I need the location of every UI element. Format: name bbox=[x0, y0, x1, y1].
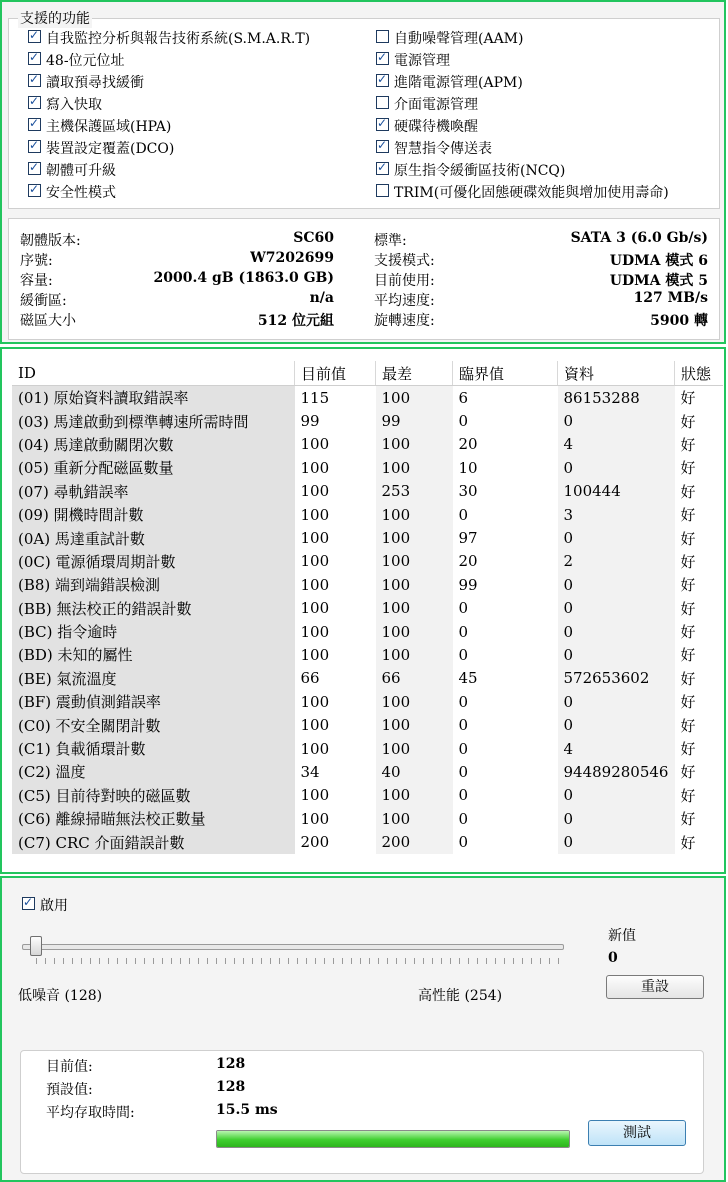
attr-data: 0 bbox=[558, 643, 675, 666]
attr-data: 0 bbox=[558, 620, 675, 643]
features-title: 支援的功能 bbox=[18, 8, 92, 28]
attr-status: 好 bbox=[680, 599, 696, 618]
enable-label: 啟用 bbox=[40, 898, 68, 914]
attr-worst: 40 bbox=[376, 760, 453, 783]
info-key: 磁區大小 bbox=[20, 313, 76, 329]
aam-panel bbox=[0, 876, 726, 1182]
feature-checkbox[interactable] bbox=[28, 162, 41, 175]
test-progress-bar bbox=[216, 1130, 570, 1148]
feature-checkbox[interactable] bbox=[376, 74, 389, 87]
attr-name: (BD) 未知的屬性 bbox=[12, 643, 295, 666]
attr-name: (C7) CRC 介面錯誤計數 bbox=[12, 830, 295, 853]
col-header-threshold[interactable]: 臨界值 bbox=[453, 361, 558, 386]
attr-status: 好 bbox=[680, 576, 696, 595]
attr-threshold: 0 bbox=[458, 833, 469, 852]
attr-threshold: 0 bbox=[458, 599, 469, 618]
smart-row[interactable] bbox=[12, 830, 723, 853]
attr-worst: 253 bbox=[376, 480, 453, 503]
attr-data: 100444 bbox=[558, 480, 675, 503]
attr-data: 0 bbox=[558, 573, 675, 596]
smart-row[interactable] bbox=[12, 690, 723, 713]
attr-name: (04) 馬達啟動關閉次數 bbox=[12, 433, 295, 456]
feature-label: 讀取預尋找緩衝 bbox=[46, 75, 144, 91]
attr-data: 0 bbox=[558, 409, 675, 432]
attr-data: 2 bbox=[558, 550, 675, 573]
attr-status: 好 bbox=[680, 740, 696, 759]
info-key: 旋轉速度: bbox=[374, 313, 435, 329]
attr-data: 4 bbox=[558, 737, 675, 760]
attr-name: (01) 原始資料讀取錯誤率 bbox=[12, 386, 295, 410]
attr-worst: 100 bbox=[376, 620, 453, 643]
attr-name: (C0) 不安全關閉計數 bbox=[12, 713, 295, 736]
test-progress-fill bbox=[217, 1131, 569, 1147]
enable-checkbox[interactable] bbox=[22, 897, 35, 910]
attr-worst: 100 bbox=[376, 784, 453, 807]
info-key: 容量: bbox=[20, 273, 53, 289]
feature-checkbox[interactable] bbox=[376, 162, 389, 175]
attr-status: 好 bbox=[680, 389, 696, 408]
slider-ticks bbox=[36, 958, 562, 964]
attr-current: 200 bbox=[300, 833, 330, 852]
attr-status: 好 bbox=[680, 552, 696, 571]
col-header-status[interactable]: 狀態 bbox=[675, 361, 724, 386]
attr-name: (0C) 電源循環周期計數 bbox=[12, 550, 295, 573]
info-value: 127 MB/s bbox=[633, 290, 708, 306]
attr-data: 94489280546 bbox=[558, 760, 675, 783]
attr-status: 好 bbox=[680, 810, 696, 829]
col-header-id[interactable]: ID bbox=[12, 361, 295, 386]
feature-label: 韌體可升級 bbox=[46, 163, 116, 179]
attr-current: 100 bbox=[300, 599, 330, 618]
slider-thumb[interactable] bbox=[30, 936, 42, 956]
smart-row[interactable] bbox=[12, 784, 723, 807]
info-value: SATA 3 (6.0 Gb/s) bbox=[570, 230, 708, 246]
attr-current: 115 bbox=[300, 388, 330, 407]
info-key: 標準: bbox=[374, 233, 407, 249]
attr-threshold: 0 bbox=[458, 692, 469, 711]
attr-threshold: 97 bbox=[458, 529, 478, 548]
attr-name: (BB) 無法校正的錯誤計數 bbox=[12, 597, 295, 620]
smart-row[interactable] bbox=[12, 433, 723, 456]
feature-label: 自動噪聲管理(AAM) bbox=[394, 31, 524, 47]
attr-name: (C5) 目前待對映的磁區數 bbox=[12, 784, 295, 807]
feature-checkbox[interactable] bbox=[376, 140, 389, 153]
attr-current: 100 bbox=[300, 809, 330, 828]
smart-row[interactable] bbox=[12, 550, 723, 573]
attr-worst: 100 bbox=[376, 807, 453, 830]
attr-status: 好 bbox=[680, 435, 696, 454]
feature-checkbox[interactable] bbox=[28, 96, 41, 109]
default-value-label: 預設值: bbox=[46, 1082, 93, 1098]
smart-row[interactable] bbox=[12, 597, 723, 620]
new-value: 0 bbox=[608, 950, 618, 966]
info-value: 2000.4 gB (1863.0 GB) bbox=[153, 270, 334, 286]
attr-threshold: 10 bbox=[458, 458, 478, 477]
default-value: 128 bbox=[216, 1079, 246, 1095]
attr-current: 99 bbox=[300, 412, 320, 431]
info-key: 平均速度: bbox=[374, 293, 435, 309]
attr-name: (BC) 指令逾時 bbox=[12, 620, 295, 643]
smart-row[interactable] bbox=[12, 573, 723, 596]
smart-row[interactable] bbox=[12, 409, 723, 432]
slider-track bbox=[22, 944, 564, 950]
aam-slider[interactable] bbox=[18, 932, 570, 972]
attr-current: 100 bbox=[300, 529, 330, 548]
smart-row[interactable] bbox=[12, 737, 723, 760]
attr-data: 4 bbox=[558, 433, 675, 456]
attr-worst: 100 bbox=[376, 737, 453, 760]
feature-checkbox[interactable] bbox=[376, 30, 389, 43]
attr-threshold: 0 bbox=[458, 645, 469, 664]
attr-worst: 100 bbox=[376, 597, 453, 620]
attr-status: 好 bbox=[680, 669, 696, 688]
attr-threshold: 0 bbox=[458, 809, 469, 828]
feature-checkbox[interactable] bbox=[28, 52, 41, 65]
col-header-current[interactable]: 目前值 bbox=[295, 361, 376, 386]
features-panel bbox=[0, 0, 726, 344]
attr-worst: 100 bbox=[376, 690, 453, 713]
info-value: 512 位元組 bbox=[257, 313, 334, 329]
low-noise-label: 低噪音 (128) bbox=[18, 988, 103, 1004]
smart-row[interactable] bbox=[12, 760, 723, 783]
attr-threshold: 30 bbox=[458, 482, 478, 501]
feature-label: 原生指令緩衝區技術(NCQ) bbox=[394, 163, 566, 179]
attr-status: 好 bbox=[680, 623, 696, 642]
feature-checkbox[interactable] bbox=[28, 118, 41, 131]
new-value-label: 新值 bbox=[608, 928, 636, 944]
feature-label: 主機保護區域(HPA) bbox=[46, 119, 172, 135]
col-header-data[interactable]: 資料 bbox=[558, 361, 675, 386]
feature-label: 硬碟待機喚醒 bbox=[394, 119, 478, 135]
attr-current: 100 bbox=[300, 435, 330, 454]
attr-current: 100 bbox=[300, 575, 330, 594]
attr-data: 0 bbox=[558, 830, 675, 853]
attr-threshold: 20 bbox=[458, 552, 478, 571]
feature-label: 智慧指令傳送表 bbox=[394, 141, 492, 157]
attr-threshold: 0 bbox=[458, 505, 469, 524]
attr-name: (BE) 氣流溫度 bbox=[12, 667, 295, 690]
smart-row[interactable] bbox=[12, 620, 723, 643]
smart-row[interactable] bbox=[12, 643, 723, 666]
info-key: 韌體版本: bbox=[20, 233, 81, 249]
attr-threshold: 0 bbox=[458, 786, 469, 805]
attr-worst: 100 bbox=[376, 550, 453, 573]
attr-current: 100 bbox=[300, 552, 330, 571]
attr-worst: 99 bbox=[376, 409, 453, 432]
feature-label: 寫入快取 bbox=[46, 97, 102, 113]
attr-threshold: 0 bbox=[458, 412, 469, 431]
attr-current: 100 bbox=[300, 505, 330, 524]
info-key: 序號: bbox=[20, 253, 53, 269]
info-value: UDMA 模式 5 bbox=[609, 273, 708, 289]
attr-current: 100 bbox=[300, 786, 330, 805]
attr-name: (C2) 溫度 bbox=[12, 760, 295, 783]
attr-threshold: 0 bbox=[458, 762, 469, 781]
info-key: 目前使用: bbox=[374, 273, 435, 289]
attr-name: (B8) 端到端錯誤檢測 bbox=[12, 573, 295, 596]
smart-row[interactable] bbox=[12, 713, 723, 736]
attr-worst: 100 bbox=[376, 713, 453, 736]
attr-data: 0 bbox=[558, 690, 675, 713]
attr-threshold: 45 bbox=[458, 669, 478, 688]
feature-label: 介面電源管理 bbox=[394, 97, 478, 113]
attr-threshold: 0 bbox=[458, 739, 469, 758]
attr-status: 好 bbox=[680, 716, 696, 735]
feature-checkbox[interactable] bbox=[28, 30, 41, 43]
smart-header-row bbox=[12, 361, 723, 386]
attr-current: 100 bbox=[300, 622, 330, 641]
feature-checkbox[interactable] bbox=[28, 74, 41, 87]
attr-status: 好 bbox=[680, 646, 696, 665]
attr-name: (0A) 馬達重試計數 bbox=[12, 526, 295, 549]
smart-row[interactable] bbox=[12, 503, 723, 526]
feature-checkbox[interactable] bbox=[376, 96, 389, 109]
attr-worst: 100 bbox=[376, 643, 453, 666]
attr-status: 好 bbox=[680, 529, 696, 548]
attr-status: 好 bbox=[680, 693, 696, 712]
smart-table bbox=[12, 361, 723, 854]
attr-name: (07) 尋軌錯誤率 bbox=[12, 480, 295, 503]
info-value: SC60 bbox=[293, 230, 334, 246]
feature-checkbox[interactable] bbox=[28, 140, 41, 153]
attr-threshold: 99 bbox=[458, 575, 478, 594]
attr-data: 572653602 bbox=[558, 667, 675, 690]
feature-checkbox[interactable] bbox=[376, 184, 389, 197]
feature-label: 自我監控分析與報告技術系統(S.M.A.R.T) bbox=[46, 31, 311, 47]
smart-row[interactable] bbox=[12, 456, 723, 479]
info-value: 5900 轉 bbox=[650, 313, 708, 329]
feature-checkbox[interactable] bbox=[376, 118, 389, 131]
attr-threshold: 0 bbox=[458, 622, 469, 641]
smart-row[interactable] bbox=[12, 807, 723, 830]
attr-worst: 100 bbox=[376, 526, 453, 549]
attr-worst: 100 bbox=[376, 433, 453, 456]
reset-button[interactable]: 重設 bbox=[606, 975, 704, 999]
high-performance-label: 高性能 (254) bbox=[418, 988, 503, 1004]
attr-name: (03) 馬達啟動到標準轉速所需時間 bbox=[12, 409, 295, 432]
smart-row[interactable] bbox=[12, 480, 723, 503]
attr-data: 86153288 bbox=[558, 386, 675, 410]
info-key: 緩衝區: bbox=[20, 293, 67, 309]
info-value: W7202699 bbox=[250, 250, 334, 266]
attr-status: 好 bbox=[680, 833, 696, 852]
attr-current: 66 bbox=[300, 669, 320, 688]
attr-current: 34 bbox=[300, 762, 320, 781]
attr-threshold: 6 bbox=[458, 388, 469, 407]
col-header-worst[interactable]: 最差 bbox=[376, 361, 453, 386]
attr-name: (05) 重新分配磁區數量 bbox=[12, 456, 295, 479]
feature-checkbox[interactable] bbox=[376, 52, 389, 65]
attr-current: 100 bbox=[300, 692, 330, 711]
attr-threshold: 20 bbox=[458, 435, 478, 454]
access-time-value: 15.5 ms bbox=[216, 1102, 278, 1118]
info-value: UDMA 模式 6 bbox=[609, 253, 708, 269]
attr-current: 100 bbox=[300, 739, 330, 758]
feature-label: 安全性模式 bbox=[46, 185, 116, 201]
attr-current: 100 bbox=[300, 458, 330, 477]
attr-data: 0 bbox=[558, 526, 675, 549]
smart-row[interactable] bbox=[12, 667, 723, 690]
attr-worst: 100 bbox=[376, 573, 453, 596]
attr-status: 好 bbox=[680, 482, 696, 501]
smart-row[interactable] bbox=[12, 386, 723, 410]
attr-status: 好 bbox=[680, 506, 696, 525]
attr-status: 好 bbox=[680, 459, 696, 478]
attr-data: 3 bbox=[558, 503, 675, 526]
current-value-label: 目前值: bbox=[46, 1059, 93, 1075]
attr-name: (BF) 震動偵測錯誤率 bbox=[12, 690, 295, 713]
attr-data: 0 bbox=[558, 807, 675, 830]
attr-status: 好 bbox=[680, 412, 696, 431]
info-key: 支援模式: bbox=[374, 253, 435, 269]
info-value: n/a bbox=[309, 290, 334, 306]
smart-row[interactable] bbox=[12, 526, 723, 549]
feature-label: 48-位元位址 bbox=[46, 53, 125, 69]
attr-status: 好 bbox=[680, 763, 696, 782]
attr-data: 0 bbox=[558, 597, 675, 620]
test-button[interactable]: 測試 bbox=[588, 1120, 686, 1146]
attr-current: 100 bbox=[300, 645, 330, 664]
attr-worst: 100 bbox=[376, 503, 453, 526]
attr-worst: 100 bbox=[376, 386, 453, 410]
attr-status: 好 bbox=[680, 786, 696, 805]
attr-current: 100 bbox=[300, 716, 330, 735]
attr-worst: 100 bbox=[376, 456, 453, 479]
attr-data: 0 bbox=[558, 456, 675, 479]
attr-current: 100 bbox=[300, 482, 330, 501]
feature-checkbox[interactable] bbox=[28, 184, 41, 197]
attr-name: (C6) 離線掃瞄無法校正數量 bbox=[12, 807, 295, 830]
feature-label: 電源管理 bbox=[394, 53, 450, 69]
attr-name: (C1) 負載循環計數 bbox=[12, 737, 295, 760]
current-value: 128 bbox=[216, 1056, 246, 1072]
attr-threshold: 0 bbox=[458, 716, 469, 735]
attr-data: 0 bbox=[558, 713, 675, 736]
feature-label: TRIM(可優化固態硬碟效能與增加使用壽命) bbox=[394, 185, 669, 201]
attr-worst: 66 bbox=[376, 667, 453, 690]
access-time-label: 平均存取時間: bbox=[46, 1105, 135, 1121]
attr-name: (09) 開機時間計數 bbox=[12, 503, 295, 526]
attr-worst: 200 bbox=[376, 830, 453, 853]
feature-label: 裝置設定覆蓋(DCO) bbox=[46, 141, 175, 157]
feature-label: 進階電源管理(APM) bbox=[394, 75, 523, 91]
attr-data: 0 bbox=[558, 784, 675, 807]
